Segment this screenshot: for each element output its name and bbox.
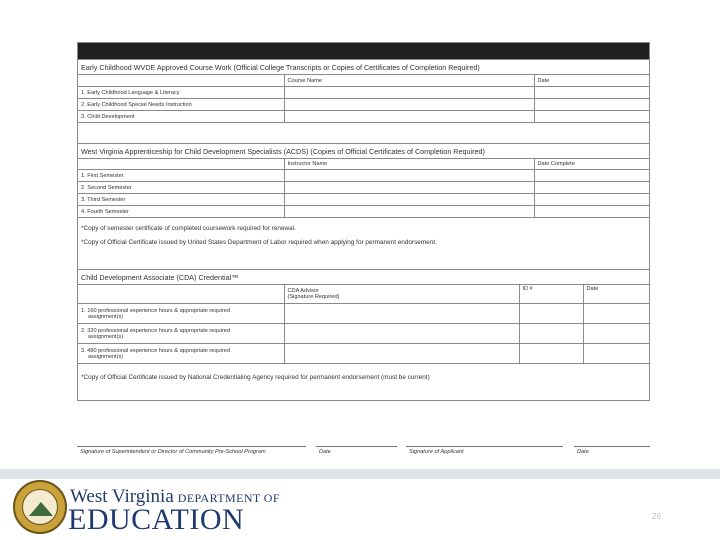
national-credential-note: *Copy of Official Certificate issued by National Credentialing Agency required for permanent endorsement (must be current) xyxy=(81,374,430,381)
date-cell[interactable] xyxy=(583,344,649,364)
cda-advisor-cell[interactable] xyxy=(284,344,519,364)
cda-table xyxy=(78,284,649,364)
acds-table xyxy=(78,158,649,218)
date-complete-cell[interactable] xyxy=(534,170,649,182)
instructor-name-cell[interactable] xyxy=(284,170,534,182)
superintendent-signature-line[interactable] xyxy=(77,446,306,447)
table-row: 3. Third Semester xyxy=(78,194,649,206)
id-cell[interactable] xyxy=(519,304,583,324)
table-row: 1. Early Childhood Language & Literacy xyxy=(78,87,649,99)
brand-education: EDUCATION xyxy=(68,503,245,536)
date-cell[interactable] xyxy=(583,304,649,324)
permanent-endorsement-note: *Copy of Official Certificate issued by United States Department of Labor required when applying for permanent endorsement. xyxy=(81,239,437,246)
date-line-1[interactable] xyxy=(316,446,397,447)
table-row: 2. Early Childhood Special Needs Instruction xyxy=(78,99,649,111)
date-complete-cell[interactable] xyxy=(534,182,649,194)
cda-advisor-cell[interactable] xyxy=(284,304,519,324)
state-seal-icon xyxy=(13,480,67,534)
coursework-section xyxy=(78,59,649,123)
footer xyxy=(0,469,720,540)
instructor-name-header: Instructor Name xyxy=(284,159,534,170)
table-header-row xyxy=(78,75,649,87)
brand-name: West Virginia DEPARTMENT OF xyxy=(70,486,280,507)
date-complete-header: Date Complete xyxy=(534,159,649,170)
course-name-cell[interactable] xyxy=(284,99,534,111)
table-row: 1. First Semester xyxy=(78,170,649,182)
table-row: 3. 480 professional experience hours & appropriate required assignment(s) xyxy=(78,344,649,364)
cda-advisor-header: CDA Advisor (Signature Required) xyxy=(284,285,519,304)
date-header: Date xyxy=(534,75,649,87)
endorsement-form xyxy=(77,42,650,401)
table-header-row xyxy=(78,285,649,304)
id-header: ID # xyxy=(519,285,583,304)
table-header-row xyxy=(78,159,649,170)
applicant-signature-line[interactable] xyxy=(406,446,563,447)
date-cell[interactable] xyxy=(583,324,649,344)
acds-section xyxy=(78,143,649,269)
cda-advisor-cell[interactable] xyxy=(284,324,519,344)
instructor-name-cell[interactable] xyxy=(284,194,534,206)
superintendent-signature-label: Signature of Superintendent or Director of Community Pre-School Program xyxy=(80,449,266,455)
course-name-header: Course Name xyxy=(284,75,534,87)
form-header-bar xyxy=(78,43,649,59)
date-cell[interactable] xyxy=(534,111,649,123)
date-cell[interactable] xyxy=(534,99,649,111)
date-label-2: Date xyxy=(577,449,589,455)
coursework-table xyxy=(78,74,649,123)
course-name-cell[interactable] xyxy=(284,111,534,123)
table-row: 2. Second Semester xyxy=(78,182,649,194)
cda-title: Child Development Associate (CDA) Credential™ xyxy=(81,273,239,282)
page-number: 26 xyxy=(652,512,661,521)
table-row: 2. 320 professional experience hours & appropriate required assignment(s) xyxy=(78,324,649,344)
instructor-name-cell[interactable] xyxy=(284,206,534,218)
renewal-note: *Copy of semester certificate of completed coursework required for renewal. xyxy=(81,225,296,232)
footer-stripe xyxy=(0,469,720,479)
date-cell[interactable] xyxy=(534,87,649,99)
table-row: 1. 160 professional experience hours & appropriate required assignment(s) xyxy=(78,304,649,324)
table-row: 3. Child Development xyxy=(78,111,649,123)
applicant-signature-label: Signature of Applicant xyxy=(409,449,464,455)
course-name-cell[interactable] xyxy=(284,87,534,99)
date-complete-cell[interactable] xyxy=(534,194,649,206)
date-line-2[interactable] xyxy=(574,446,650,447)
date-header: Date xyxy=(583,285,649,304)
instructor-name-cell[interactable] xyxy=(284,182,534,194)
date-label-1: Date xyxy=(319,449,331,455)
cda-section xyxy=(78,269,649,402)
coursework-title: Early Childhood WVDE Approved Course Work (Official College Transcripts or Copies of Certificates of Completion Required) xyxy=(81,63,480,72)
id-cell[interactable] xyxy=(519,324,583,344)
date-complete-cell[interactable] xyxy=(534,206,649,218)
acds-title: West Virginia Apprenticeship for Child Development Specialists (ACDS) (Copies of Official Certificates of Completion Required) xyxy=(81,147,485,156)
id-cell[interactable] xyxy=(519,344,583,364)
table-row: 4. Fourth Semester xyxy=(78,206,649,218)
